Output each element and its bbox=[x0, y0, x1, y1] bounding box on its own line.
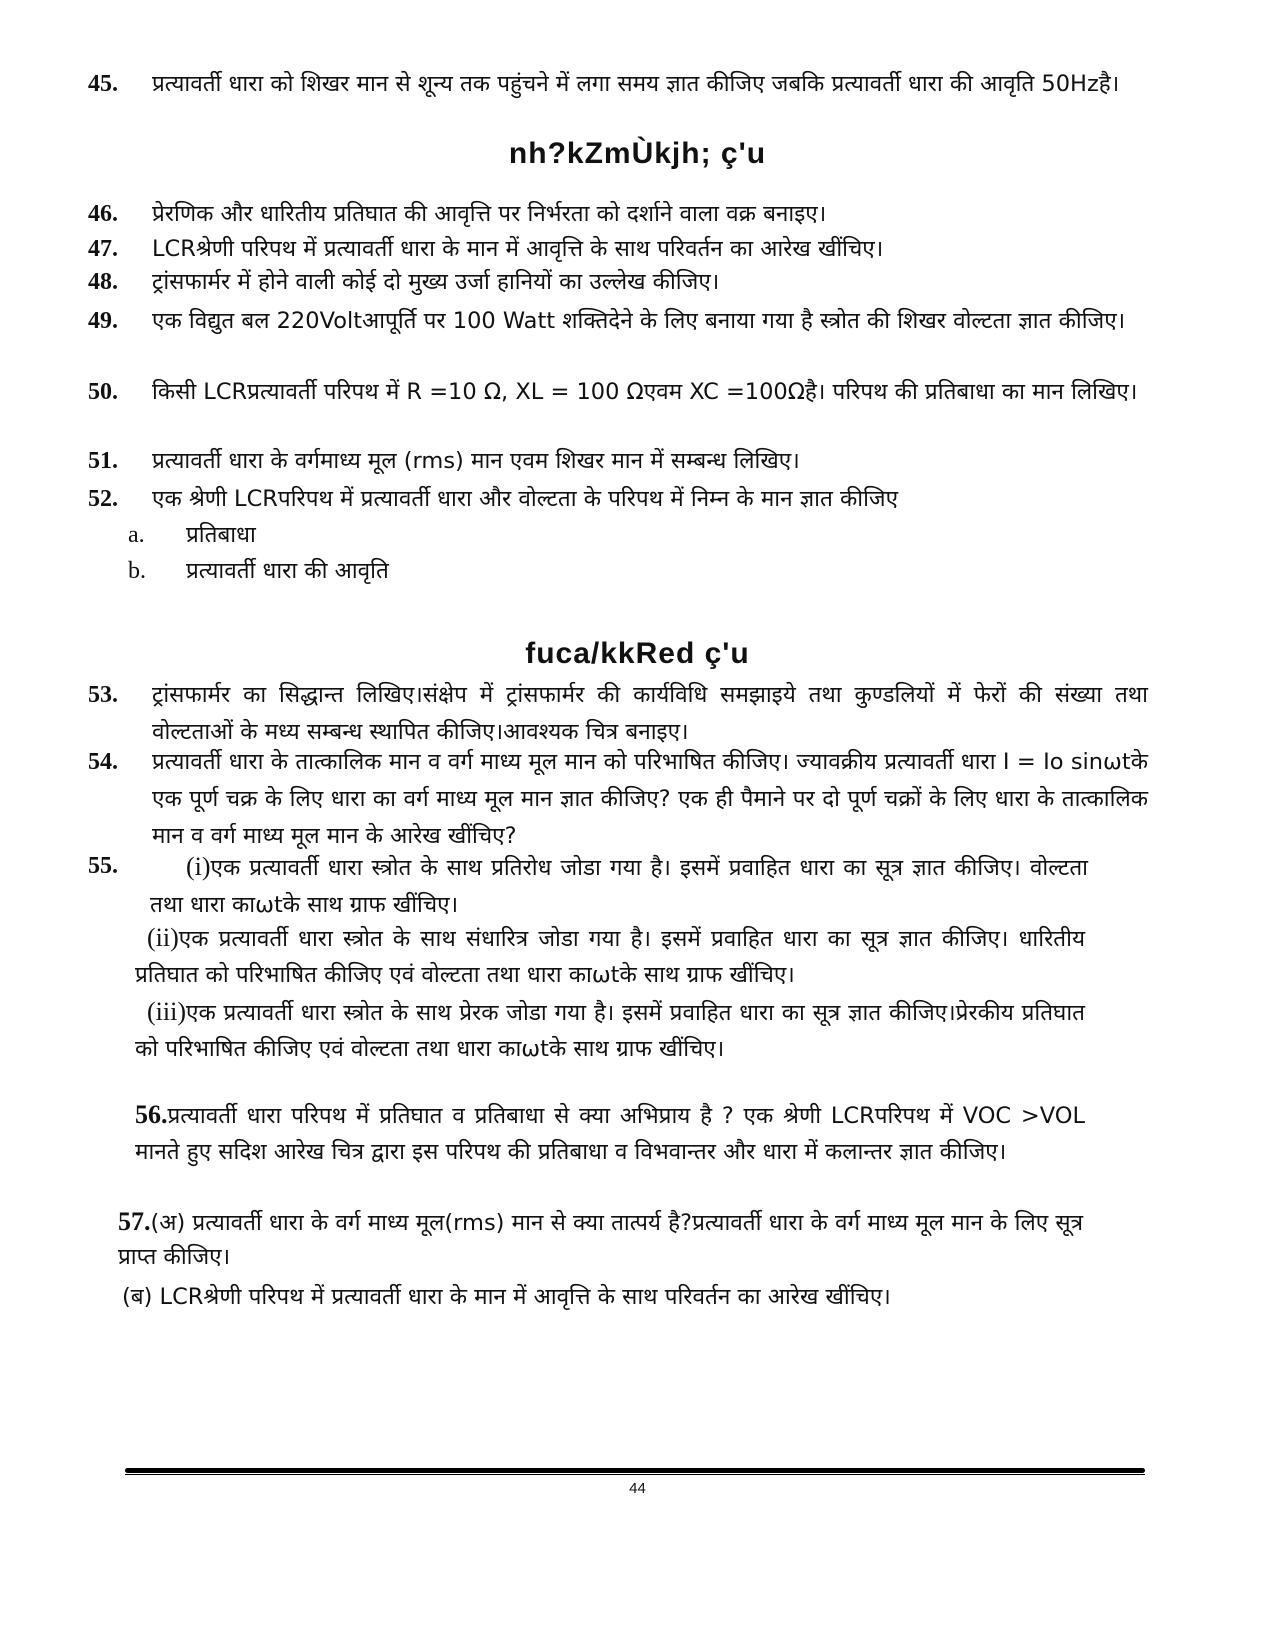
question-number: 56. bbox=[135, 1100, 168, 1129]
page-number: 44 bbox=[629, 1480, 646, 1497]
question-47 bbox=[88, 231, 1148, 268]
question-number: 49. bbox=[88, 308, 118, 334]
question-text: प्रत्यावर्ती धारा के वर्गमाध्य मूल (rms) मान एवम शिखर मान में सम्बन्ध लिखिए। bbox=[152, 448, 800, 474]
part-label: b. bbox=[128, 558, 146, 584]
question-number: 53. bbox=[88, 682, 118, 708]
question-text: एक श्रेणी LCRपरिपथ में प्रत्यावर्ती धारा और वोल्टता के परिपथ में निम्न के मान ज्ञात कीजिए bbox=[152, 486, 899, 512]
question-number: 48. bbox=[88, 269, 118, 295]
question-text: प्रत्यावर्ती धारा को शिखर मान से शून्य तक पहुंचने में लगा समय ज्ञात कीजिए जबकि प्रत्यावर्ती धारा की आवृति 50Hzहै। bbox=[152, 71, 1120, 97]
question-text: ट्रांसफार्मर में होने वाली कोई दो मुख्य उर्जा हानियों का उल्लेख कीजिए। bbox=[152, 269, 720, 295]
question-55 bbox=[88, 848, 1088, 924]
part-text: प्रतिबाधा bbox=[186, 522, 256, 548]
question-49 bbox=[88, 303, 1148, 340]
part-label: (ii) bbox=[147, 923, 179, 952]
question-number: 55. bbox=[88, 853, 118, 879]
question-text: प्रत्यावर्ती धारा के तात्कालिक मान व वर्ग माध्य मूल मान को परिभाषित कीजिए। ज्यावक्रीय प्रत्यावर्ती धारा I = Io sinωtके एक पूर्ण चक्र के लिए धारा का वर्ग माध्य मूल मान ज्ञात कीजिए? एक ही पैमाने पर दो पूर्ण चक्रों के लिए धारा के तात्कालिक मान व वर्ग माध्य मूल मान के आरेख खींचिए? bbox=[152, 749, 1148, 849]
part-text: एक प्रत्यावर्ती धारा स्त्रोत के साथ संधारित्र जोडा गया है। इसमें प्रवाहित धारा का सूत्र ज्ञात कीजिए। धारितीय प्रतिघात को परिभाषित कीजिए एवं वोल्टता तथा धारा काωtके साथ ग्राफ खींचिए। bbox=[135, 926, 1085, 988]
question-57 bbox=[118, 1205, 1083, 1314]
q55-part-i bbox=[150, 848, 1088, 924]
question-number: 47. bbox=[88, 236, 118, 262]
question-54 bbox=[88, 744, 1148, 855]
part-label: (i) bbox=[186, 852, 211, 881]
question-53 bbox=[88, 677, 1148, 751]
q55-part-ii bbox=[135, 920, 1085, 993]
part-label: (iii) bbox=[147, 997, 186, 1026]
footer-rule-thick bbox=[125, 1468, 1145, 1473]
question-number: 45. bbox=[88, 71, 118, 97]
question-number: 54. bbox=[88, 749, 118, 775]
question-text-a: (अ) प्रत्यावर्ती धारा के वर्ग माध्य मूल(rms) मान से क्या तात्पर्य है?प्रत्यावर्ती धारा के वर्ग माध्य मूल मान के लिए सूत्र प्राप्त कीजिए। bbox=[118, 1210, 1083, 1270]
question-number: 50. bbox=[88, 379, 118, 405]
section-heading-long: fuca/kkRed ç'u bbox=[525, 637, 750, 670]
part-text: एक प्रत्यावर्ती धारा स्त्रोत के साथ प्रेरक जोडा गया है। इसमें प्रवाहित धारा का सूत्र ज्ञात कीजिए।प्रेरकीय प्रतिघात को परिभाषित कीजिए एवं वोल्टता तथा धारा काωtके साथ ग्राफ खींचिए। bbox=[135, 1000, 1085, 1062]
question-50 bbox=[88, 374, 1148, 411]
question-52 bbox=[88, 481, 1148, 518]
question-text: प्रेरणिक और धारितीय प्रतिघात की आवृत्ति पर निर्भरता को दर्शाने वाला वक्र बनाइए। bbox=[152, 201, 827, 227]
question-text: एक विद्युत बल 220Voltआपूर्ति पर 100 Watt शक्तिदेने के लिए बनाया गया है स्त्रोत की शिखर वोल्टता ज्ञात कीजिए। bbox=[152, 308, 1126, 334]
question-number: 57. bbox=[118, 1207, 151, 1236]
part-label: a. bbox=[128, 522, 145, 548]
part-text: प्रत्यावर्ती धारा की आवृति bbox=[186, 558, 389, 584]
question-text: किसी LCRप्रत्यावर्ती परिपथ में R =10 Ω, XL = 100 Ωएवम XC =100Ωहै। परिपथ की प्रतिबाधा का मान लिखिए। bbox=[152, 379, 1138, 405]
q52-part-b bbox=[128, 554, 389, 585]
part-text: एक प्रत्यावर्ती धारा स्त्रोत के साथ प्रतिरोध जोडा गया है। इसमें प्रवाहित धारा का सूत्र ज्ञात कीजिए। वोल्टता तथा धारा काωtके साथ ग्राफ खींचिए। bbox=[150, 855, 1088, 918]
footer-rule-thin bbox=[125, 1474, 1145, 1475]
question-48 bbox=[88, 264, 1148, 301]
question-56 bbox=[135, 1097, 1085, 1170]
section-heading-short: nh?kZmÙkjh; ç'u bbox=[508, 137, 767, 170]
question-51 bbox=[88, 443, 1148, 480]
question-number: 46. bbox=[88, 201, 118, 227]
question-45 bbox=[88, 66, 1148, 103]
question-text-b: (ब) LCRश्रेणी परिपथ में प्रत्यावर्ती धारा के मान में आवृत्ति के साथ परिवर्तन का आरेख खींचिए। bbox=[122, 1284, 891, 1310]
question-46 bbox=[88, 196, 1148, 233]
question-text: LCRश्रेणी परिपथ में प्रत्यावर्ती धारा के मान में आवृत्ति के साथ परिवर्तन का आरेख खींचिए। bbox=[152, 236, 884, 262]
q52-part-a bbox=[128, 518, 256, 549]
question-number: 51. bbox=[88, 448, 118, 474]
question-number: 52. bbox=[88, 486, 118, 512]
question-text: ट्रांसफार्मर का सिद्धान्त लिखिए।संक्षेप में ट्रांसफार्मर की कार्यविधि समझाइये तथा कुण्डलियों में फेरों की संख्या तथा वोल्टताओं के मध्य सम्बन्ध स्थापित कीजिए।आवश्यक चित्र बनाइए। bbox=[152, 682, 1148, 745]
q55-part-iii bbox=[135, 994, 1085, 1067]
question-text: प्रत्यावर्ती धारा परिपथ में प्रतिघात व प्रतिबाधा से क्या अभिप्राय है ? एक श्रेणी LCRपरिपथ में VOC >VOL मानते हुए सदिश आरेख चित्र द्वारा इस परिपथ की प्रतिबाधा व विभवान्तर और धारा में कलान्तर ज्ञात कीजिए। bbox=[135, 1103, 1085, 1165]
